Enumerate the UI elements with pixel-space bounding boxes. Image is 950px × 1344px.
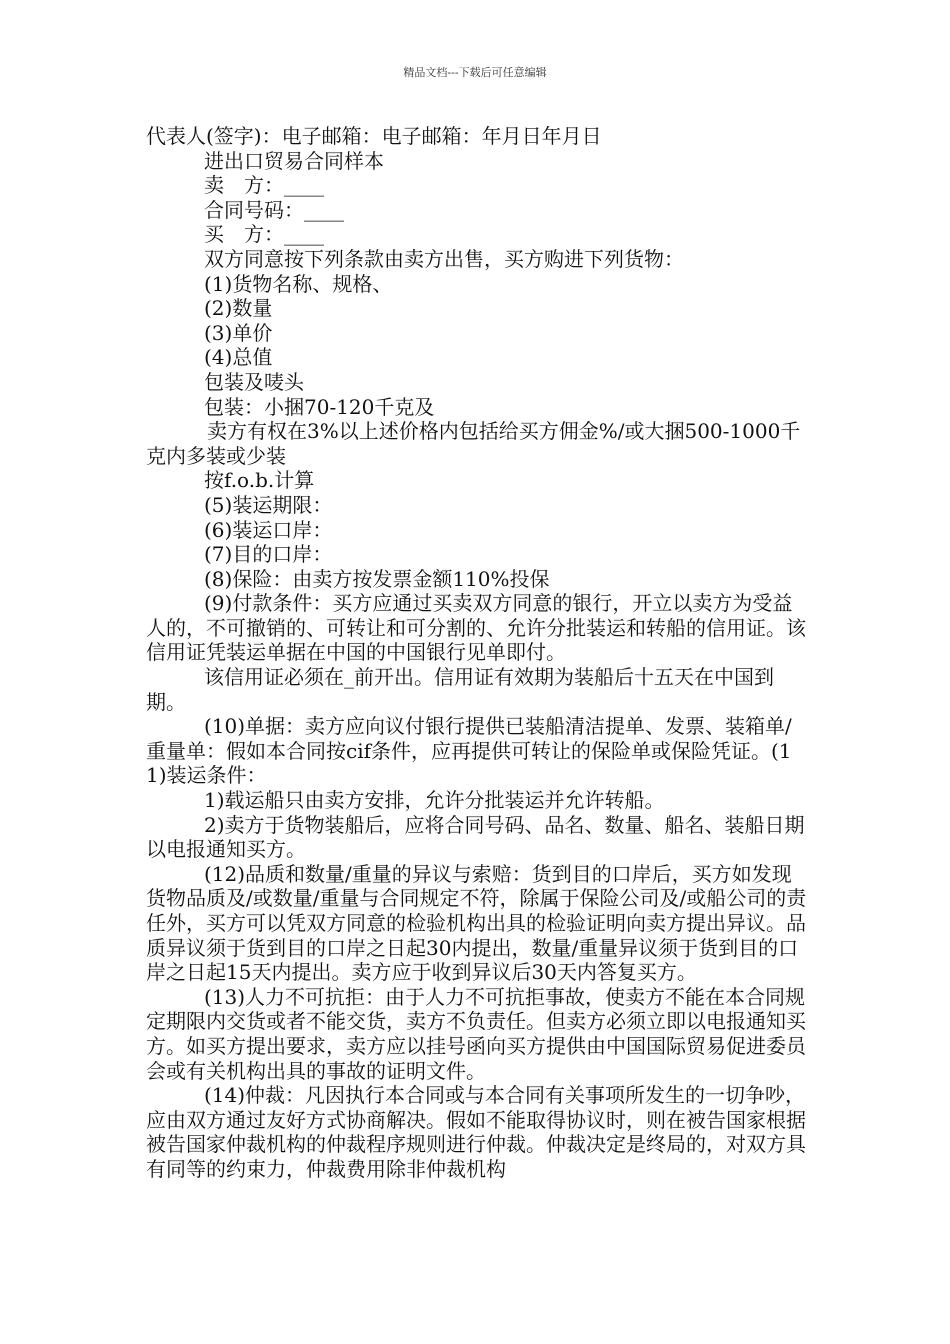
paragraph-line: 进出口贸易合同样本: [204, 148, 384, 173]
paragraph-line: (2)数量: [204, 296, 273, 321]
paragraph-line: (1)货物名称、规格、: [204, 271, 393, 296]
paragraph-line: (3)单价: [204, 320, 273, 345]
paragraph-line: (7)目的口岸：: [204, 542, 333, 567]
paragraph-line: 2)卖方于货物装船后，应将合同号码、品名、数量、船名、装船日期以电报通知买方。: [146, 812, 805, 862]
paragraph-line: 合同号码：____: [204, 197, 344, 222]
paragraph-line: (10)单据：卖方应向议付银行提供已装船清洁提单、发票、装箱单/重量单：假如本合同按cif条件，应再提供可转让的保险单或保险凭证。(11)装运条件：: [146, 714, 792, 788]
paragraph-line: 包装及唛头: [204, 369, 304, 394]
paragraph-line: (5)装运期限：: [204, 492, 333, 517]
paragraph-line: (4)总值: [204, 345, 273, 370]
paragraph-line: (6)装运口岸：: [204, 517, 333, 542]
paragraph-line: 包装：小捆70-120千克及: [204, 394, 435, 419]
paragraph-line: 买 方：____: [204, 222, 324, 247]
paragraph-line: (9)付款条件：买方应通过买卖双方同意的银行，开立以卖方为受益人的，不可撤销的、可转让和可分割的、允许分批装运和转船的信用证。该信用证凭装运单据在中国的中国银行见单即付。: [146, 591, 806, 665]
paragraph-line: 按f.o.b.计算: [204, 468, 315, 493]
paragraph-line: (14)仲裁：凡因执行本合同或与本合同有关事项所发生的一切争吵，应由双方通过友好方式协商解决。假如不能取得协议时，则在被告国家根据被告国家仲裁机构的仲裁程序规则进行仲裁。仲裁决定是终局的，对双方具有同等的约束力，仲裁费用除非仲裁机构: [146, 1083, 806, 1181]
paragraph-line: (8)保险：由卖方按发票金额110%投保: [204, 566, 550, 591]
paragraph-line: (13)人力不可抗拒：由于人力不可抗拒事故，使卖方不能在本合同规定期限内交货或者不能交货，卖方不负责任。但卖方必须立即以电报通知买方。如买方提出要求，卖方应以挂号函向买方提供由中国国际贸易促进委员会或有关机构出具的事故的证明文件。: [146, 984, 806, 1083]
page-header: 精品文档---下载后可任意编辑: [403, 66, 547, 79]
paragraph-line: 该信用证必须在_前开出。信用证有效期为装船后十五天在中国到期。: [146, 665, 774, 714]
paragraph-line: 卖 方：____: [204, 173, 324, 198]
document-body: [146, 124, 810, 1182]
paragraph-line: 双方同意按下列条款由卖方出售，买方购进下列货物：: [204, 246, 684, 271]
paragraph-line: 代表人(签字)：电子邮箱：电子邮箱：年月日年月日: [146, 124, 602, 148]
paragraph-line: (12)品质和数量/重量的异议与索赔：货到目的口岸后，买方如发现货物品质及/或数量/重量与合同规定不符，除属于保险公司及/或船公司的责任外，买方可以凭双方同意的检验机构出具的检验证明向卖方提出异议。品质异议须于货到目的口岸之日起30内提出，数量/重量异议须于货到目的口岸之日起15天内提出。卖方应于收到异议后30天内答复买方。: [146, 861, 807, 985]
paragraph-line: 卖方有权在3%以上述价格内包括给买方佣金%/或大捆500-1000千克内多装或少装: [146, 419, 801, 468]
paragraph-line: 1)载运船只由卖方安排，允许分批装运并允许转船。: [204, 788, 665, 813]
